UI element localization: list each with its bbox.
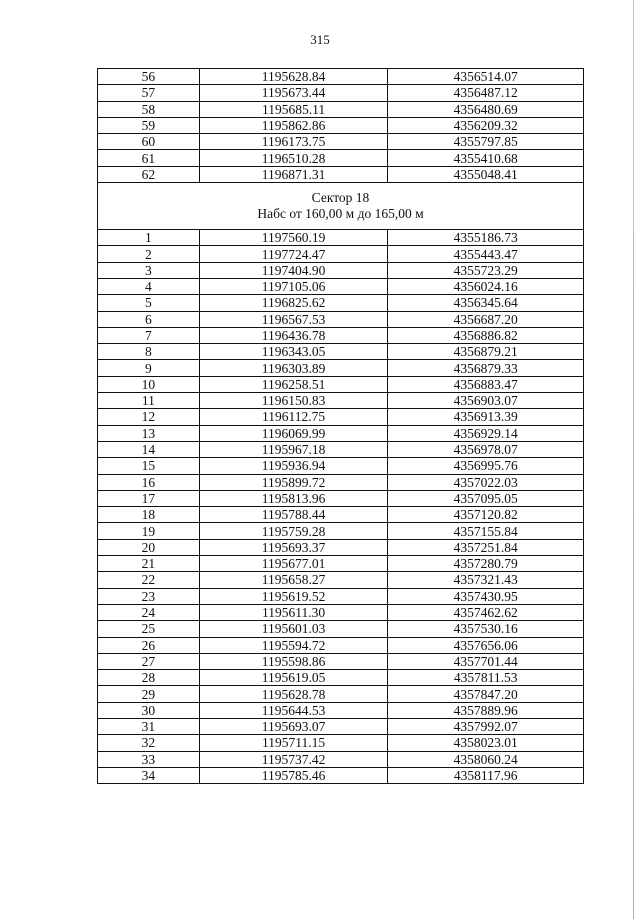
x-coordinate-cell: 1195967.18 (199, 441, 388, 457)
x-coordinate-cell: 1195862.86 (199, 117, 388, 133)
table-row (98, 134, 584, 150)
x-coordinate-cell: 1196510.28 (199, 150, 388, 166)
x-coordinate-cell: 1195677.01 (199, 556, 388, 572)
coordinates-table (97, 68, 584, 784)
table-row (98, 262, 584, 278)
x-coordinate-cell: 1195619.52 (199, 588, 388, 604)
point-number-cell: 19 (98, 523, 200, 539)
y-coordinate-cell: 4356879.21 (388, 344, 584, 360)
point-number-cell: 4 (98, 278, 200, 294)
y-coordinate-cell: 4357847.20 (388, 686, 584, 702)
x-coordinate-cell: 1195685.11 (199, 101, 388, 117)
y-coordinate-cell: 4355443.47 (388, 246, 584, 262)
point-number-cell: 27 (98, 653, 200, 669)
table-row (98, 588, 584, 604)
x-coordinate-cell: 1196173.75 (199, 134, 388, 150)
y-coordinate-cell: 4357022.03 (388, 474, 584, 490)
x-coordinate-cell: 1196343.05 (199, 344, 388, 360)
table-row (98, 670, 584, 686)
point-number-cell: 15 (98, 458, 200, 474)
point-number-cell: 61 (98, 150, 200, 166)
x-coordinate-cell: 1196258.51 (199, 376, 388, 392)
point-number-cell: 9 (98, 360, 200, 376)
point-number-cell: 60 (98, 134, 200, 150)
table-row (98, 702, 584, 718)
table-row (98, 166, 584, 182)
point-number-cell: 6 (98, 311, 200, 327)
y-coordinate-cell: 4355410.68 (388, 150, 584, 166)
point-number-cell: 59 (98, 117, 200, 133)
y-coordinate-cell: 4357280.79 (388, 556, 584, 572)
y-coordinate-cell: 4357530.16 (388, 621, 584, 637)
point-number-cell: 25 (98, 621, 200, 637)
point-number-cell: 5 (98, 295, 200, 311)
point-number-cell: 56 (98, 69, 200, 85)
y-coordinate-cell: 4357462.62 (388, 604, 584, 620)
y-coordinate-cell: 4356913.39 (388, 409, 584, 425)
point-number-cell: 1 (98, 230, 200, 246)
point-number-cell: 14 (98, 441, 200, 457)
table-row (98, 376, 584, 392)
section-title: Сектор 18 (311, 190, 370, 206)
point-number-cell: 23 (98, 588, 200, 604)
x-coordinate-cell: 1195899.72 (199, 474, 388, 490)
x-coordinate-cell: 1195658.27 (199, 572, 388, 588)
table-row (98, 344, 584, 360)
table-row (98, 507, 584, 523)
x-coordinate-cell: 1195628.84 (199, 69, 388, 85)
x-coordinate-cell: 1195759.28 (199, 523, 388, 539)
point-number-cell: 12 (98, 409, 200, 425)
x-coordinate-cell: 1195611.30 (199, 604, 388, 620)
table-row (98, 150, 584, 166)
y-coordinate-cell: 4356883.47 (388, 376, 584, 392)
x-coordinate-cell: 1195619.05 (199, 670, 388, 686)
table-row (98, 735, 584, 751)
x-coordinate-cell: 1196150.83 (199, 393, 388, 409)
y-coordinate-cell: 4358023.01 (388, 735, 584, 751)
table-row (98, 295, 584, 311)
x-coordinate-cell: 1196825.62 (199, 295, 388, 311)
point-number-cell: 18 (98, 507, 200, 523)
y-coordinate-cell: 4356209.32 (388, 117, 584, 133)
point-number-cell: 10 (98, 376, 200, 392)
y-coordinate-cell: 4356929.14 (388, 425, 584, 441)
point-number-cell: 20 (98, 539, 200, 555)
point-number-cell: 29 (98, 686, 200, 702)
table-row (98, 117, 584, 133)
x-coordinate-cell: 1195598.86 (199, 653, 388, 669)
y-coordinate-cell: 4357811.53 (388, 670, 584, 686)
point-number-cell: 2 (98, 246, 200, 262)
y-coordinate-cell: 4356978.07 (388, 441, 584, 457)
point-number-cell: 31 (98, 718, 200, 734)
y-coordinate-cell: 4357430.95 (388, 588, 584, 604)
rows-after-section (98, 230, 584, 784)
point-number-cell: 17 (98, 490, 200, 506)
y-coordinate-cell: 4355048.41 (388, 166, 584, 182)
y-coordinate-cell: 4357656.06 (388, 637, 584, 653)
x-coordinate-cell: 1196303.89 (199, 360, 388, 376)
y-coordinate-cell: 4356024.16 (388, 278, 584, 294)
x-coordinate-cell: 1195936.94 (199, 458, 388, 474)
x-coordinate-cell: 1195693.37 (199, 539, 388, 555)
y-coordinate-cell: 4358117.96 (388, 767, 584, 783)
point-number-cell: 22 (98, 572, 200, 588)
table-row (98, 425, 584, 441)
table-row (98, 393, 584, 409)
section-header-group (98, 183, 584, 230)
table-row (98, 409, 584, 425)
y-coordinate-cell: 4356487.12 (388, 85, 584, 101)
table-row (98, 751, 584, 767)
x-coordinate-cell: 1197724.47 (199, 246, 388, 262)
rows-before-section (98, 69, 584, 183)
y-coordinate-cell: 4356345.64 (388, 295, 584, 311)
page-edge-line (633, 0, 634, 919)
section-header-cell (98, 183, 584, 230)
table-row (98, 85, 584, 101)
point-number-cell: 57 (98, 85, 200, 101)
table-row (98, 539, 584, 555)
point-number-cell: 21 (98, 556, 200, 572)
x-coordinate-cell: 1195673.44 (199, 85, 388, 101)
y-coordinate-cell: 4356886.82 (388, 327, 584, 343)
point-number-cell: 11 (98, 393, 200, 409)
table-row (98, 767, 584, 783)
table-row (98, 686, 584, 702)
section-header-row (98, 183, 584, 230)
point-number-cell: 30 (98, 702, 200, 718)
y-coordinate-cell: 4356995.76 (388, 458, 584, 474)
point-number-cell: 58 (98, 101, 200, 117)
y-coordinate-cell: 4355186.73 (388, 230, 584, 246)
point-number-cell: 34 (98, 767, 200, 783)
y-coordinate-cell: 4357889.96 (388, 702, 584, 718)
y-coordinate-cell: 4357701.44 (388, 653, 584, 669)
x-coordinate-cell: 1197105.06 (199, 278, 388, 294)
table-row (98, 474, 584, 490)
x-coordinate-cell: 1195601.03 (199, 621, 388, 637)
x-coordinate-cell: 1195628.78 (199, 686, 388, 702)
x-coordinate-cell: 1196567.53 (199, 311, 388, 327)
x-coordinate-cell: 1195594.72 (199, 637, 388, 653)
table-row (98, 441, 584, 457)
y-coordinate-cell: 4356514.07 (388, 69, 584, 85)
table-row (98, 360, 584, 376)
page-number: 315 (310, 32, 330, 47)
table-row (98, 278, 584, 294)
point-number-cell: 3 (98, 262, 200, 278)
table-row (98, 69, 584, 85)
y-coordinate-cell: 4357321.43 (388, 572, 584, 588)
point-number-cell: 13 (98, 425, 200, 441)
table-row (98, 230, 584, 246)
table-row (98, 101, 584, 117)
x-coordinate-cell: 1196069.99 (199, 425, 388, 441)
point-number-cell: 24 (98, 604, 200, 620)
y-coordinate-cell: 4356903.07 (388, 393, 584, 409)
point-number-cell: 26 (98, 637, 200, 653)
x-coordinate-cell: 1195644.53 (199, 702, 388, 718)
point-number-cell: 62 (98, 166, 200, 182)
table-row (98, 246, 584, 262)
table-row (98, 604, 584, 620)
table-row (98, 327, 584, 343)
point-number-cell: 28 (98, 670, 200, 686)
x-coordinate-cell: 1196436.78 (199, 327, 388, 343)
table-row (98, 556, 584, 572)
table-row (98, 490, 584, 506)
table-row (98, 653, 584, 669)
x-coordinate-cell: 1195711.15 (199, 735, 388, 751)
x-coordinate-cell: 1197560.19 (199, 230, 388, 246)
x-coordinate-cell: 1196871.31 (199, 166, 388, 182)
x-coordinate-cell: 1196112.75 (199, 409, 388, 425)
y-coordinate-cell: 4357095.05 (388, 490, 584, 506)
table-row (98, 572, 584, 588)
table-row (98, 637, 584, 653)
table-row (98, 621, 584, 637)
x-coordinate-cell: 1195737.42 (199, 751, 388, 767)
y-coordinate-cell: 4355797.85 (388, 134, 584, 150)
y-coordinate-cell: 4356480.69 (388, 101, 584, 117)
x-coordinate-cell: 1195813.96 (199, 490, 388, 506)
table-row (98, 523, 584, 539)
table-row (98, 311, 584, 327)
y-coordinate-cell: 4357992.07 (388, 718, 584, 734)
y-coordinate-cell: 4358060.24 (388, 751, 584, 767)
table-row (98, 718, 584, 734)
x-coordinate-cell: 1195785.46 (199, 767, 388, 783)
point-number-cell: 16 (98, 474, 200, 490)
y-coordinate-cell: 4356687.20 (388, 311, 584, 327)
y-coordinate-cell: 4357251.84 (388, 539, 584, 555)
x-coordinate-cell: 1195788.44 (199, 507, 388, 523)
point-number-cell: 8 (98, 344, 200, 360)
y-coordinate-cell: 4357155.84 (388, 523, 584, 539)
y-coordinate-cell: 4357120.82 (388, 507, 584, 523)
section-subtitle: Набс от 160,00 м до 165,00 м (257, 206, 424, 222)
x-coordinate-cell: 1195693.07 (199, 718, 388, 734)
x-coordinate-cell: 1197404.90 (199, 262, 388, 278)
y-coordinate-cell: 4356879.33 (388, 360, 584, 376)
table-row (98, 458, 584, 474)
point-number-cell: 33 (98, 751, 200, 767)
y-coordinate-cell: 4355723.29 (388, 262, 584, 278)
point-number-cell: 32 (98, 735, 200, 751)
point-number-cell: 7 (98, 327, 200, 343)
